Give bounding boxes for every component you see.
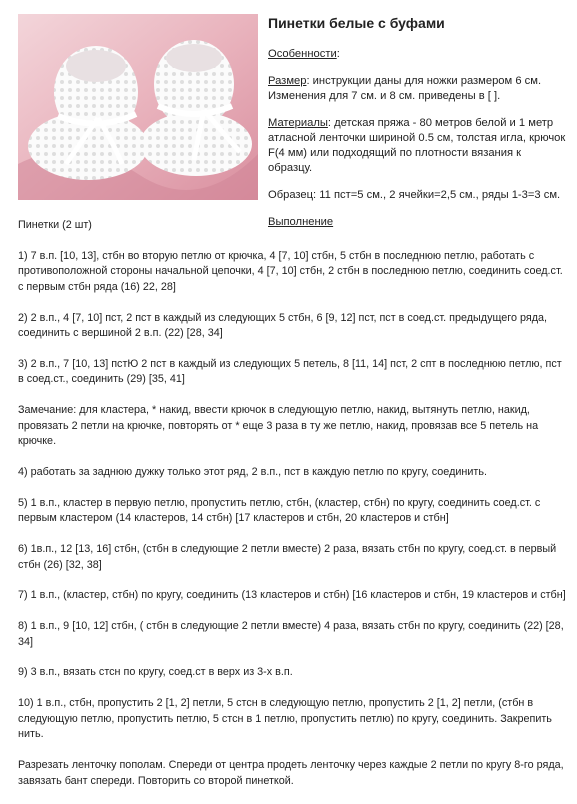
execution-heading: Выполнение bbox=[268, 216, 334, 228]
size-text: : инструкции даны для ножки размером 6 см. Изменения для 7 см. и 8 см. приведены в [ ]. bbox=[268, 75, 542, 102]
features-heading-text: Особенности bbox=[268, 48, 337, 60]
size-label: Размер bbox=[268, 75, 307, 87]
instruction-paragraph: 4) работать за заднюю дужку только этот ряд, 2 в.п., пст в каждую петлю по кругу, соединить. bbox=[18, 465, 487, 478]
instructions bbox=[18, 218, 566, 804]
instruction-paragraph: 9) 3 в.п., вязать стсн по кругу, соед.ст в верх из 3-х в.п. bbox=[18, 666, 293, 679]
page-title: Пинетки белые с буфами bbox=[268, 15, 445, 31]
instruction-paragraph: 3) 2 в.п., 7 [10, 13] пстЮ 2 пст в каждый из следующих 5 петель, 8 [11, 14] пст, 2 спт в последнюю петлю, пст в соед.ст., соединить (29) [35, 41] bbox=[18, 357, 562, 386]
instruction-paragraph: 5) 1 в.п., кластер в первую петлю, пропустить петлю, стбн, (кластер, стбн) по кругу, соединить соед.ст. с первым кластером (14 кластеров, 14 стбн) [17 кластеров и стбн, 20 кластеров и стбн] bbox=[18, 496, 541, 525]
pattern-header bbox=[268, 14, 568, 242]
instruction-paragraph: Разрезать ленточку пополам. Спереди от центра продеть ленточку через каждые 2 петли по кругу 8-го ряда, завязать бант спереди. Повторить со второй пинеткой. bbox=[18, 759, 564, 787]
gauge-sample: Образец: 11 пст=5 см., 2 ячейки=2,5 см., ряды 1-3=3 см. bbox=[268, 189, 561, 201]
instruction-paragraph: 8) 1 в.п., 9 [10, 12] стбн, ( стбн в следующие 2 петли вместе) 4 раза, вязать стбн по кругу, соединить (22) [28, 34] bbox=[18, 620, 564, 648]
instruction-paragraph: 6) 1в.п., 12 [13, 16] стбн, (стбн в следующие 2 петли вместе) 2 раза, вязать стбн по кругу, соед.ст. в первый стбн (26) [32, 38] bbox=[18, 543, 557, 571]
instruction-paragraph: 7) 1 в.п., (кластер, стбн) по кругу, соединить (13 кластеров и стбн) [16 кластеров и стбн, 19 кластеров и стбн] bbox=[18, 589, 566, 602]
materials-label: Материалы bbox=[268, 117, 328, 129]
instruction-paragraph: 2) 2 в.п., 4 [7, 10] пст, 2 пст в каждый из следующих 5 стбн, 6 [9, 12] пст, пст в соед.ст. предыдущего ряда, соединить с вершиной 2 в.п. (22) [28, 34] bbox=[18, 311, 548, 340]
materials-text: : детская пряжа - 80 метров белой и 1 метр атласной ленточки шириной 0.5 см, толстая игла, крючок F(4 мм) или подходящий по плотности вязания к образцу. bbox=[268, 117, 566, 174]
materials-paragraph bbox=[268, 116, 568, 176]
features-colon: : bbox=[336, 48, 340, 60]
instruction-paragraph: 10) 1 в.п., стбн, пропустить 2 [1, 2] петли, 5 стсн в следующую петлю, пропустить 2 [1, 2] петли, (стбн в следующую петлю, пропустить петлю, 5 стсн в 1 петлю, пропустить петлю) по кругу, соединить. Закрепить нить. bbox=[18, 697, 552, 741]
booties-illustration bbox=[18, 14, 258, 200]
booties-photo bbox=[18, 14, 258, 200]
instruction-paragraph: 1) 7 в.п. [10, 13], стбн во вторую петлю от крючка, 4 [7, 10] стбн, 5 стбн в последнюю петлю, работать с противоположной стороны начальной цепочки, 4 [7, 10] стбн, 2 стбн в последнюю петлю, соединить соед.ст. с первым стбн ряда (16) 22, 28] bbox=[18, 249, 563, 293]
instruction-paragraph: Замечание: для кластера, * накид, ввести крючок в следующую петлю, накид, вытянуть петлю, накид, провязать 2 петли на крючке, повторять от * еще 3 раза в ту же петлю, накид, провязав все 5 петель на крючке. bbox=[18, 404, 539, 448]
features-heading bbox=[268, 47, 568, 62]
size-paragraph bbox=[268, 74, 568, 104]
instruction-paragraph: Пинетки (2 шт) bbox=[18, 219, 92, 231]
